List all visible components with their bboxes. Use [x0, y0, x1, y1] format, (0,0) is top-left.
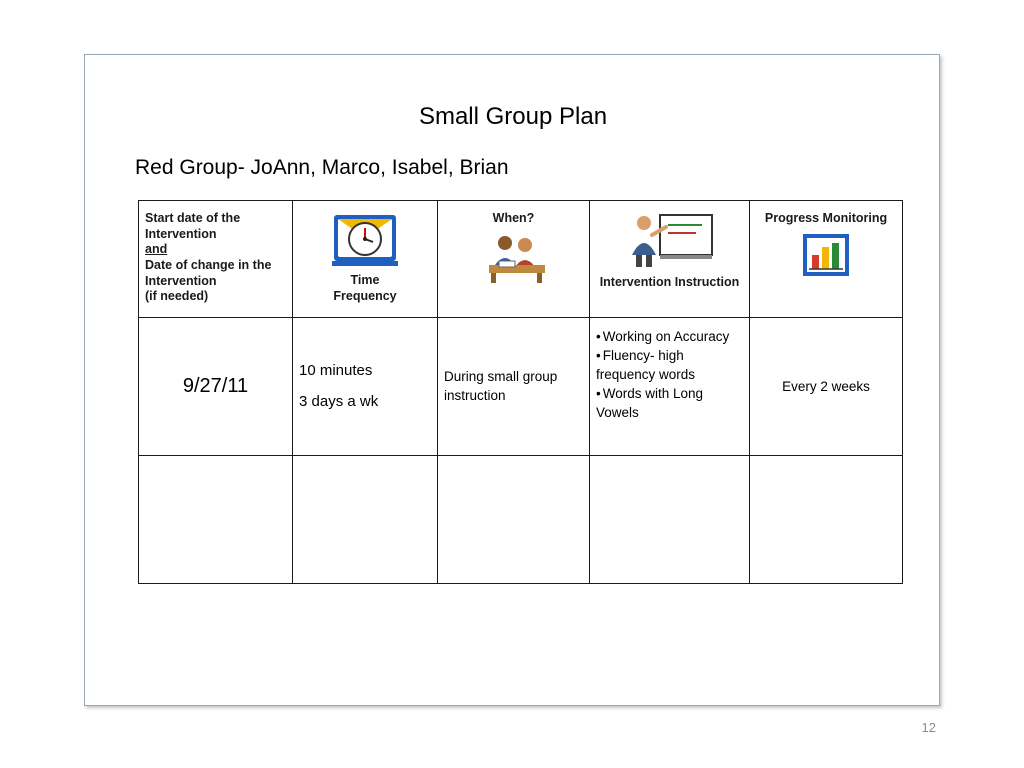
header-line: and [145, 242, 168, 257]
cell-start-date: 9/27/11 [139, 318, 293, 456]
time-amount: 10 minutes [299, 362, 373, 379]
list-item: • Words with Long Vowels [596, 385, 743, 423]
header-line: Intervention Instruction [599, 275, 740, 289]
cell-when: During small group instruction [438, 318, 590, 456]
cell-time-frequency [293, 318, 438, 456]
header-cell-progress-monitoring [750, 201, 903, 318]
cell-progress-monitoring [750, 456, 903, 584]
time-frequency: 3 days a wk [299, 392, 379, 410]
header-line: Time [350, 273, 380, 287]
bar-chart-icon [802, 233, 850, 277]
header-line: Start date of the [145, 211, 241, 225]
cell-progress-monitoring: Every 2 weeks [750, 318, 903, 456]
header-line: Date of change in the [145, 257, 272, 272]
header-line: Progress Monitoring [764, 211, 888, 225]
list-item: • Working on Accuracy [596, 328, 743, 347]
header-cell-start-date [139, 201, 293, 318]
slide-canvas [84, 54, 940, 706]
cell-intervention-instruction [590, 456, 750, 584]
cell-time-frequency [293, 456, 438, 584]
page-number: 12 [921, 720, 936, 735]
table-header-row [139, 201, 903, 318]
header-line: Intervention [145, 226, 217, 241]
teacher-student-icon [475, 231, 553, 285]
header-line: Frequency [333, 288, 397, 303]
header-line: (if needed) [145, 289, 209, 304]
list-item: • Fluency- high frequency words [596, 347, 743, 385]
header-cell-when [438, 201, 590, 318]
clock-icon [332, 211, 398, 269]
table-row [139, 456, 903, 584]
header-cell-intervention-instruction [590, 201, 750, 318]
small-group-plan-table [138, 200, 903, 584]
group-subtitle: Red Group- JoAnn, Marco, Isabel, Brian [135, 156, 509, 179]
page-title: Small Group Plan [418, 103, 608, 130]
header-line: When? [492, 211, 535, 225]
presenter-whiteboard-icon [622, 211, 718, 271]
cell-start-date [139, 456, 293, 584]
table-row [139, 318, 903, 456]
header-line: Intervention [145, 273, 217, 288]
header-cell-time-frequency [293, 201, 438, 318]
cell-when [438, 456, 590, 584]
cell-intervention-instruction [590, 318, 750, 456]
